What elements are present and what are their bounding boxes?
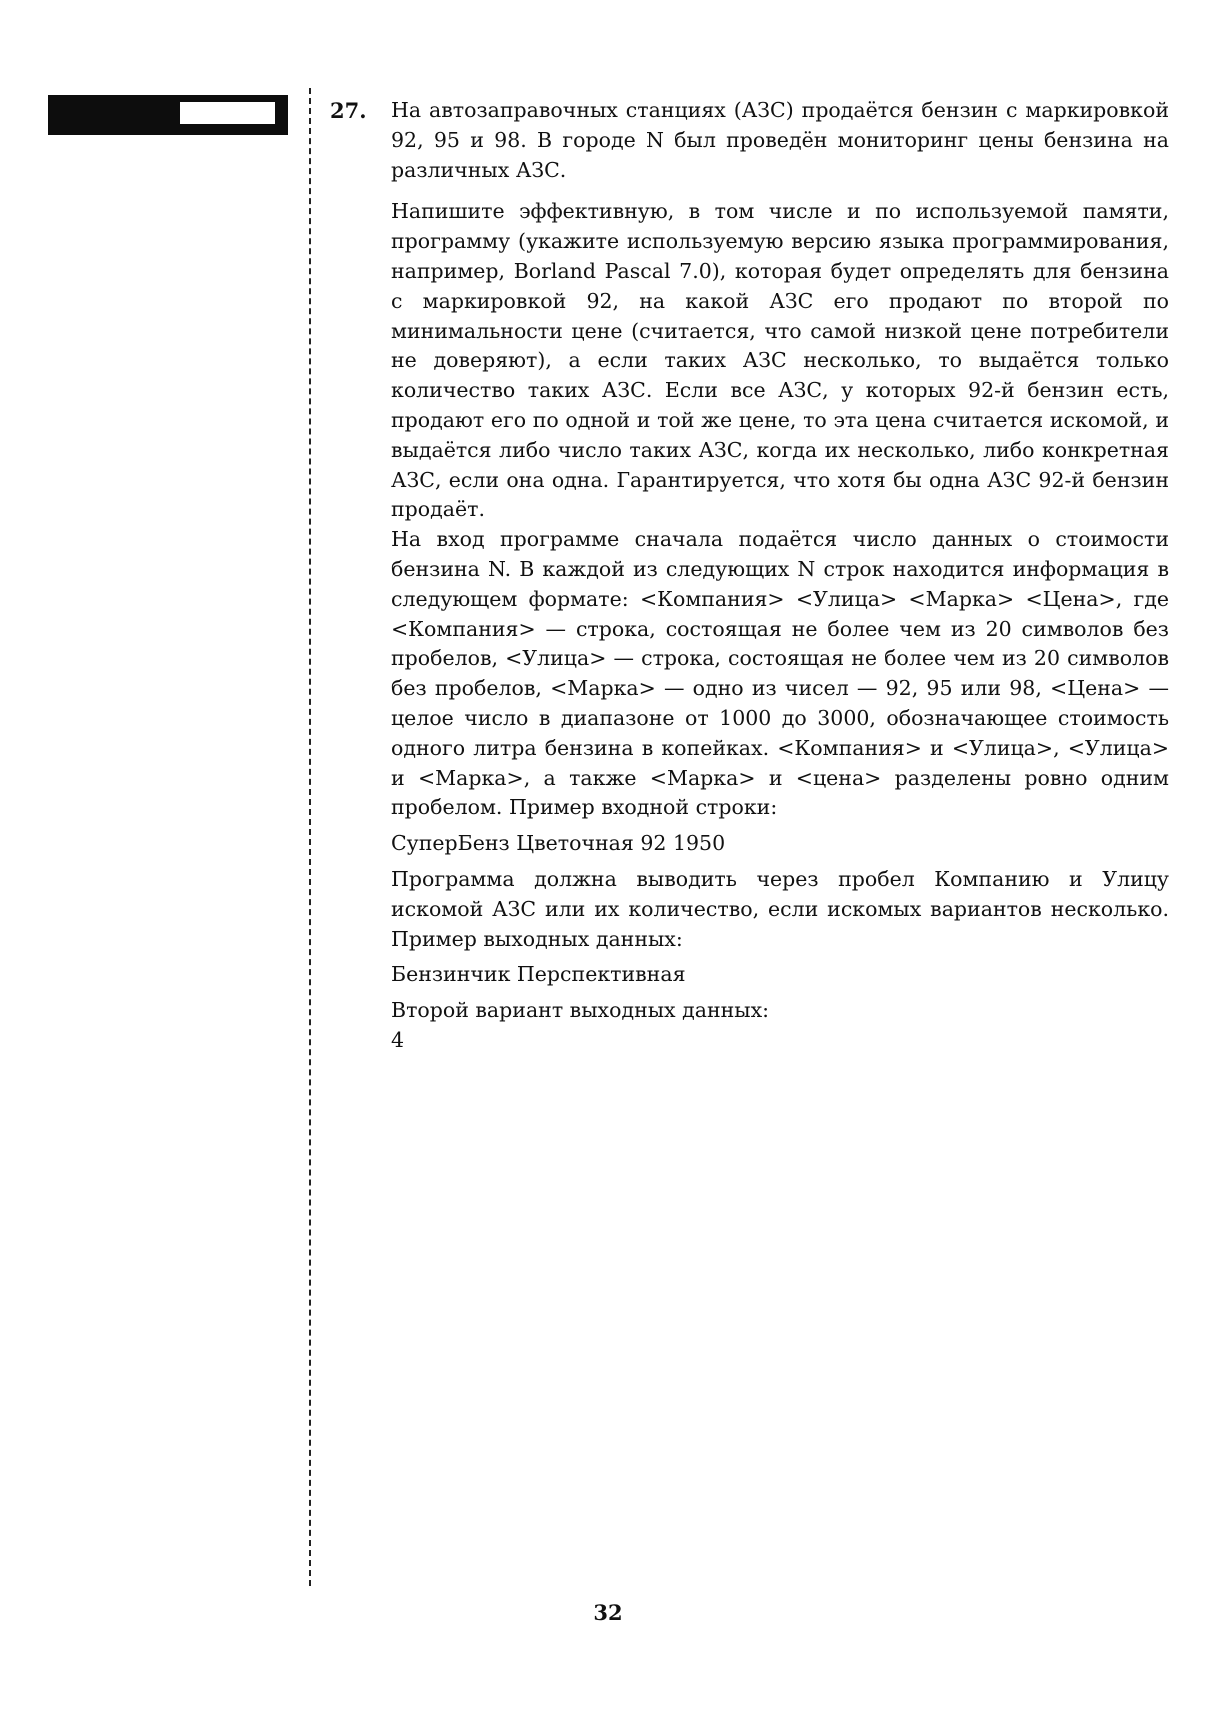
output-example: Бензинчик Перспективная <box>391 962 686 987</box>
task-body <box>391 96 1169 1056</box>
task-requirements: Напишите эффективную, в том числе и по используемой памяти, программу (укажите используемую версию языка программирования, например, Borland Pascal 7.0), которая будет определять для бензина с маркировкой 92, на какой АЗС его продают по второй по минимальности цене (считается, что самой низкой цене потребители не доверяют), а если таких АЗС несколько, то выдаётся только количество таких АЗС. Если все АЗС, у которых 92-й бензин есть, продают его по одной и той же цене, то эта цена считается искомой, и выдаётся либо число таких АЗС, когда их несколько, либо конкретная АЗС, если она одна. Гарантируется, что хотя бы одна АЗС 92-й бензин продаёт. <box>391 199 1169 522</box>
input-example: СуперБенз Цветочная 92 1950 <box>391 831 726 856</box>
second-output-label: Второй вариант выходных данных: <box>391 998 770 1023</box>
page-number: 32 <box>593 1600 623 1625</box>
answer-box <box>48 95 288 135</box>
task-input-format: На вход программе сначала подаётся число данных о стоимости бензина N. В каждой из следующих N строк находится информация в следующем формате: <Компания> <Улица> <Марка> <Цена>, где <Компания> — строка, состоящая не более чем из 20 символов без пробелов, <Улица> — строка, состоящая не более чем из 20 символов без пробелов, <Марка> — одно из чисел — 92, 95 или 98, <Цена> — целое число в диапазоне от 1000 до 3000, обозначающее стоимость одного литра бензина в копейках. <Компания> и <Улица>, <Улица> и <Марка>, а также <Марка> и <цена> разделены ровно одним пробелом. Пример входной строки: <box>391 527 1169 820</box>
task-number: 27. <box>330 98 367 123</box>
second-output-example: 4 <box>391 1027 405 1052</box>
task-intro: На автозаправочных станциях (АЗС) продаётся бензин с маркировкой 92, 95 и 98. В городе N был проведён мониторинг цены бензина на различных АЗС. <box>391 98 1169 182</box>
cut-line <box>309 88 311 1586</box>
answer-field <box>180 102 275 124</box>
task-output-format: Программа должна выводить через пробел Компанию и Улицу искомой АЗС или их количество, если искомых вариантов несколько. Пример выходных данных: <box>391 866 1169 951</box>
